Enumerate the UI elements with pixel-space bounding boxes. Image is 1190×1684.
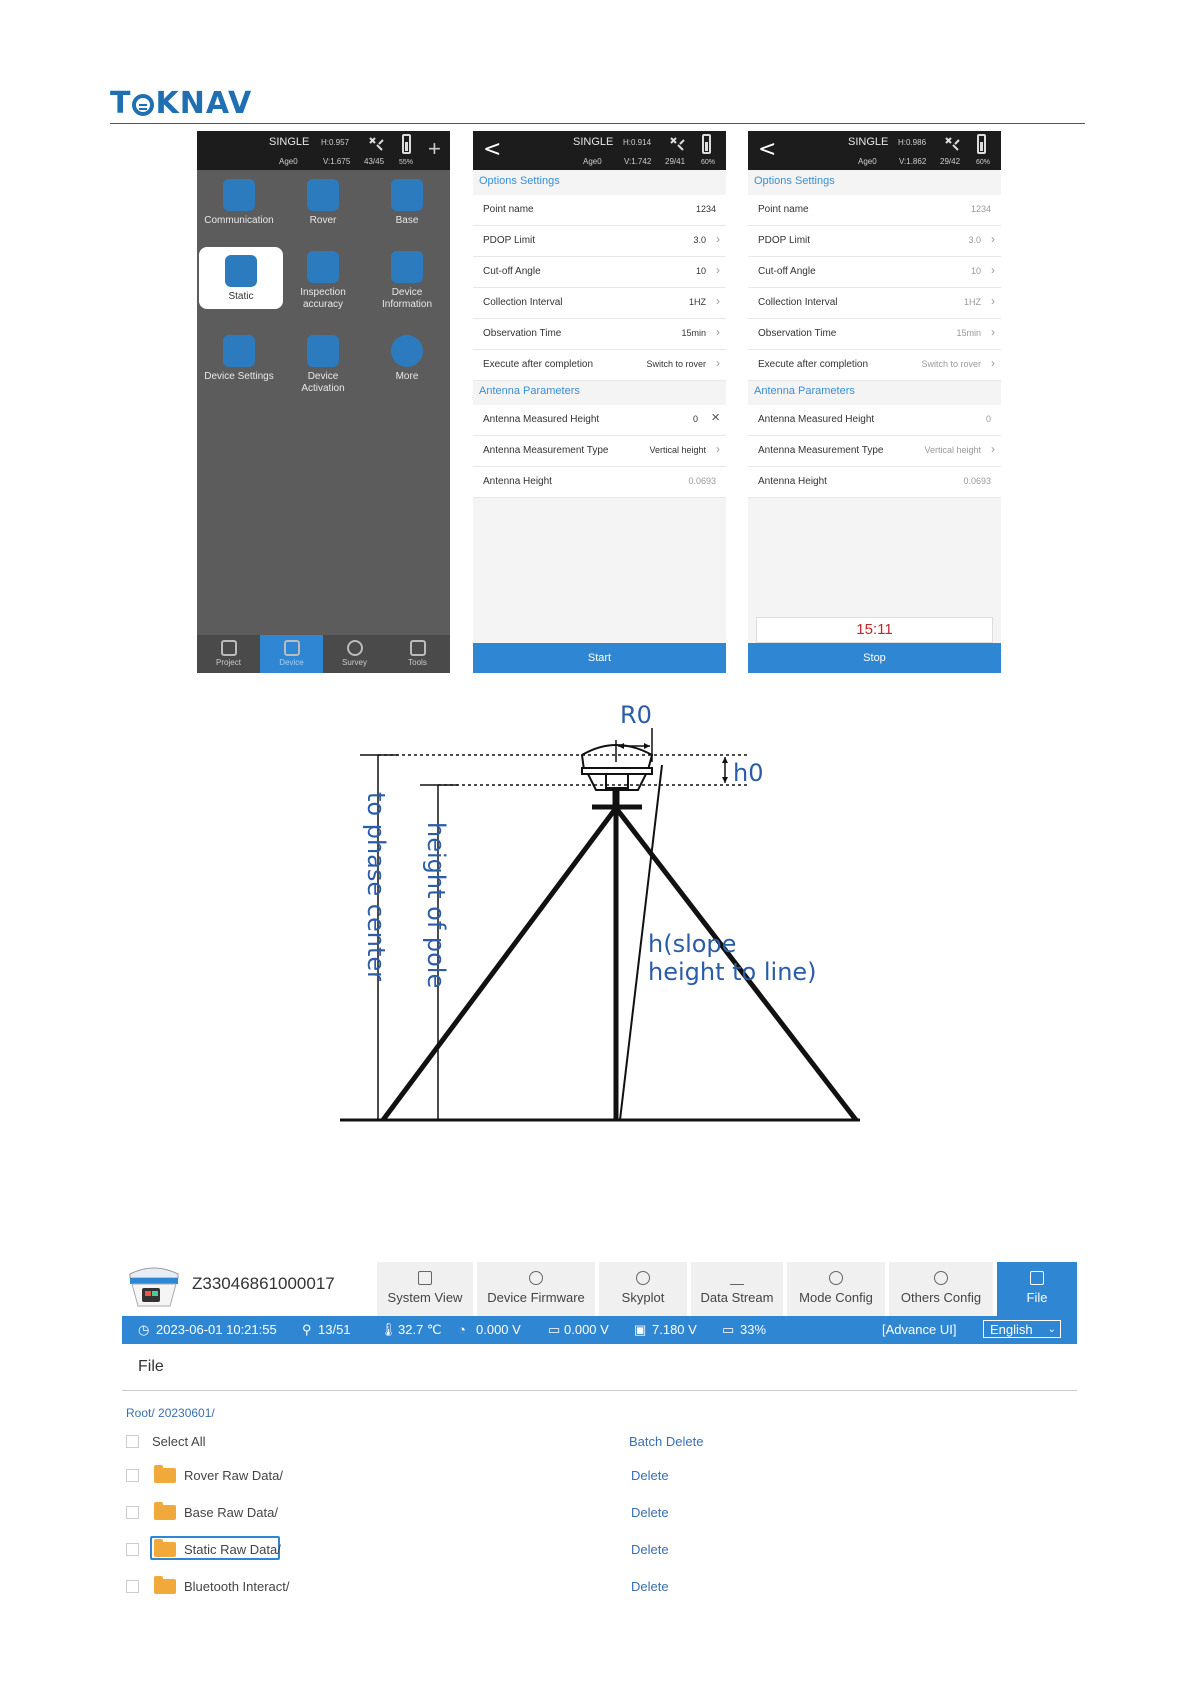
row-checkbox[interactable]: [126, 1506, 139, 1519]
slope-height-label-line1: h(slope: [648, 930, 737, 958]
status-h: H:0.957: [321, 138, 350, 147]
delete-link[interactable]: Delete: [631, 1505, 669, 1520]
satellite-icon: [367, 135, 385, 153]
tab-device[interactable]: Device: [260, 635, 323, 673]
tile-device-activation[interactable]: Device Activation: [281, 327, 365, 397]
row-point-name: Point name 1234: [748, 195, 1001, 226]
settings-icon: [223, 335, 255, 367]
tab-device-firmware[interactable]: Device Firmware: [477, 1262, 595, 1316]
info-voltage-3: 7.180 V: [652, 1322, 697, 1337]
satellite-icon: [943, 135, 961, 153]
row-antenna-measured-height[interactable]: Antenna Measured Height 0 ×: [473, 405, 726, 436]
chevron-right-icon: ›: [991, 232, 995, 246]
file-link[interactable]: Base Raw Data/: [184, 1505, 278, 1520]
stop-button[interactable]: Stop: [748, 643, 1001, 673]
info-satellites: 13/51: [318, 1322, 351, 1337]
antenna-height-diagram: [330, 690, 870, 1130]
folder-icon: [154, 1468, 176, 1483]
section-divider: [122, 1390, 1077, 1391]
logo-globe-icon: [132, 94, 154, 116]
battery-icon: [702, 134, 711, 154]
row-antenna-measurement-type[interactable]: Antenna Measurement Type Vertical height ›: [473, 436, 726, 467]
row-checkbox[interactable]: [126, 1469, 139, 1482]
row-observation-time[interactable]: Observation Time 15min ›: [473, 319, 726, 350]
chevron-right-icon: ›: [991, 325, 995, 339]
battery-icon: [402, 134, 411, 154]
static-settings-screen-start: [473, 131, 726, 673]
status-age: Age0: [858, 157, 877, 166]
options-settings-title: Options Settings: [754, 175, 835, 187]
row-cutoff-angle[interactable]: Cut-off Angle 10 ›: [473, 257, 726, 288]
more-icon: [391, 335, 423, 367]
phase-center-label: to phase center: [362, 792, 390, 981]
static-icon: [225, 255, 257, 287]
status-mode: SINGLE: [848, 136, 889, 148]
chevron-right-icon: ›: [716, 294, 720, 308]
folder-icon: [154, 1579, 176, 1594]
status-sats: 43/45: [364, 157, 385, 166]
options-settings-title: Options Settings: [479, 175, 560, 187]
file-row-base: [126, 1503, 726, 1525]
delete-link[interactable]: Delete: [631, 1468, 669, 1483]
device-serial: Z33046861000017: [192, 1274, 335, 1293]
chevron-down-icon: ⌄: [1047, 1324, 1056, 1335]
tab-tools[interactable]: Tools: [386, 635, 449, 673]
bottom-tab-bar: [197, 635, 450, 673]
tab-skyplot[interactable]: Skyplot: [599, 1262, 687, 1316]
activation-icon: [307, 335, 339, 367]
info-battery: 33%: [740, 1322, 767, 1337]
status-age: Age0: [583, 157, 602, 166]
tab-data-stream[interactable]: Data Stream: [691, 1262, 783, 1316]
h0-label: h0: [733, 759, 764, 787]
status-bar: [748, 131, 1001, 170]
file-link[interactable]: Rover Raw Data/: [184, 1468, 283, 1483]
r0-label: R0: [620, 701, 652, 729]
chevron-right-icon: ›: [991, 294, 995, 308]
status-battery: 60%: [701, 159, 716, 166]
device-icon: [284, 640, 300, 656]
clock-icon: ◷: [138, 1322, 150, 1337]
rover-icon: [307, 179, 339, 211]
batch-delete-link[interactable]: Batch Delete: [629, 1434, 704, 1449]
web-file-manager: [122, 1262, 1077, 1642]
tab-mode-config[interactable]: Mode Config: [787, 1262, 885, 1316]
breadcrumb-path[interactable]: Root/ 20230601/: [126, 1406, 215, 1420]
add-icon[interactable]: +: [428, 136, 441, 161]
folder-icon: [154, 1542, 176, 1557]
power-plug-icon: ▭: [548, 1322, 561, 1337]
row-collection-interval[interactable]: Collection Interval 1HZ ›: [473, 288, 726, 319]
folder-icon: [154, 1505, 176, 1520]
row-checkbox[interactable]: [126, 1543, 139, 1556]
chevron-right-icon: ›: [991, 442, 995, 456]
start-button[interactable]: Start: [473, 643, 726, 673]
chevron-right-icon: ›: [716, 232, 720, 246]
gnss-receiver-icon: [582, 745, 652, 790]
info-datetime: 2023-06-01 10:21:55: [156, 1322, 277, 1337]
tile-rover[interactable]: Rover: [281, 171, 365, 241]
back-icon[interactable]: <: [758, 137, 777, 162]
chevron-right-icon: ›: [716, 356, 720, 370]
status-mode: SINGLE: [573, 136, 614, 148]
chevron-right-icon: ›: [716, 325, 720, 339]
status-v: V:1.742: [624, 157, 652, 166]
satellite-icon: ⚲: [302, 1322, 312, 1337]
file-section-title: File: [138, 1358, 164, 1375]
info-temperature: 32.7 ℃: [398, 1322, 442, 1337]
tile-inspection-accuracy[interactable]: Inspection accuracy: [281, 243, 365, 313]
skyplot-icon: [636, 1271, 650, 1285]
more-dots-icon: [934, 1271, 948, 1285]
chevron-right-icon: ›: [991, 263, 995, 277]
row-antenna-height: Antenna Height 0.0693: [748, 467, 1001, 498]
row-antenna-height: Antenna Height 0.0693: [473, 467, 726, 498]
thermometer-icon: 🌡: [380, 1322, 397, 1337]
row-pdop-limit: PDOP Limit 3.0 ›: [748, 226, 1001, 257]
battery-icon: [977, 134, 986, 154]
select-all-label[interactable]: Select All: [152, 1434, 206, 1449]
row-antenna-measurement-type: Antenna Measurement Type Vertical height ›: [748, 436, 1001, 467]
language-select[interactable]: English ⌄: [983, 1320, 1061, 1338]
status-age: Age0: [279, 157, 298, 166]
status-bar: [473, 131, 726, 170]
row-cutoff-angle: Cut-off Angle 10 ›: [748, 257, 1001, 288]
info-voltage-1: 0.000 V: [476, 1322, 521, 1337]
tile-more[interactable]: More: [365, 327, 449, 397]
tile-device-settings[interactable]: Device Settings: [197, 327, 281, 397]
communication-icon: [223, 179, 255, 211]
tab-system-view[interactable]: System View: [377, 1262, 473, 1316]
system-view-icon: [418, 1271, 432, 1285]
info-voltage-2: 0.000 V: [564, 1322, 609, 1337]
info-icon: [391, 251, 423, 283]
data-stream-icon: [730, 1271, 744, 1285]
file-row-bluetooth: [126, 1577, 726, 1599]
tile-static[interactable]: Static: [199, 247, 283, 309]
row-observation-time: Observation Time 15min ›: [748, 319, 1001, 350]
row-collection-interval: Collection Interval 1HZ ›: [748, 288, 1001, 319]
status-h: H:0.914: [623, 138, 652, 147]
antenna-parameters-title: Antenna Parameters: [754, 385, 855, 397]
tab-survey[interactable]: Survey: [323, 635, 386, 673]
row-execute-after-completion: Execute after completion Switch to rover ›: [748, 350, 1001, 381]
tab-others-config[interactable]: Others Config: [889, 1262, 993, 1316]
antenna-parameters-title: Antenna Parameters: [479, 385, 580, 397]
device-info-bar: [122, 1316, 1077, 1344]
tools-icon: [410, 640, 426, 656]
file-link[interactable]: Bluetooth Interact/: [184, 1579, 290, 1594]
status-sats: 29/42: [940, 157, 961, 166]
tripod-leg-left: [383, 808, 616, 1120]
static-settings-screen-stop: [748, 131, 1001, 673]
tab-project[interactable]: Project: [197, 635, 260, 673]
delete-link[interactable]: Delete: [631, 1542, 669, 1557]
chevron-right-icon: ›: [716, 263, 720, 277]
status-mode: SINGLE: [269, 136, 310, 148]
status-h: H:0.986: [898, 138, 927, 147]
header-rule: [110, 123, 1085, 124]
row-point-name[interactable]: Point name 1234: [473, 195, 726, 226]
row-pdop-limit[interactable]: PDOP Limit 3.0 ›: [473, 226, 726, 257]
survey-icon: [347, 640, 363, 656]
tab-file[interactable]: File: [997, 1262, 1077, 1316]
file-link[interactable]: Static Raw Data/: [184, 1542, 281, 1557]
tile-device-information[interactable]: Device Information: [365, 243, 449, 313]
status-bar: [197, 131, 450, 170]
observation-timer: 15:11: [756, 617, 993, 643]
pole-height-label: height of pole: [422, 822, 450, 989]
slope-height-label-line2: height to line): [648, 958, 817, 986]
delete-link[interactable]: Delete: [631, 1579, 669, 1594]
status-sats: 29/41: [665, 157, 686, 166]
chevron-right-icon: ›: [716, 442, 720, 456]
file-row-static: [126, 1540, 726, 1562]
gauge-icon: ◔: [458, 1322, 466, 1337]
back-icon[interactable]: <: [483, 137, 502, 162]
base-icon: [391, 179, 423, 211]
mode-config-icon: [829, 1271, 843, 1285]
status-battery: 60%: [976, 159, 991, 166]
device-home-screen: [197, 131, 450, 673]
battery-icon: ▭: [722, 1322, 735, 1337]
firmware-icon: [529, 1271, 543, 1285]
folder-icon: [1030, 1271, 1044, 1285]
advance-ui-link[interactable]: [Advance UI]: [882, 1322, 957, 1337]
status-battery: 55%: [399, 159, 414, 166]
receiver-avatar-icon: [124, 1262, 184, 1312]
status-v: V:1.675: [323, 157, 351, 166]
status-v: V:1.862: [899, 157, 927, 166]
toknav-logo: T KNAV: [110, 86, 253, 121]
chevron-right-icon: ›: [991, 356, 995, 370]
tile-communication[interactable]: Communication: [197, 171, 281, 241]
select-all-checkbox[interactable]: [126, 1435, 139, 1448]
inspection-icon: [307, 251, 339, 283]
select-all-row: [126, 1432, 726, 1454]
car-battery-icon: ▣: [634, 1322, 647, 1337]
row-checkbox[interactable]: [126, 1580, 139, 1593]
clear-icon[interactable]: ×: [711, 409, 720, 426]
satellite-icon: [668, 135, 686, 153]
project-icon: [221, 640, 237, 656]
tile-base[interactable]: Base: [365, 171, 449, 241]
file-row-rover: [126, 1466, 726, 1488]
row-execute-after-completion[interactable]: Execute after completion Switch to rover ›: [473, 350, 726, 381]
row-antenna-measured-height: Antenna Measured Height 0: [748, 405, 1001, 436]
